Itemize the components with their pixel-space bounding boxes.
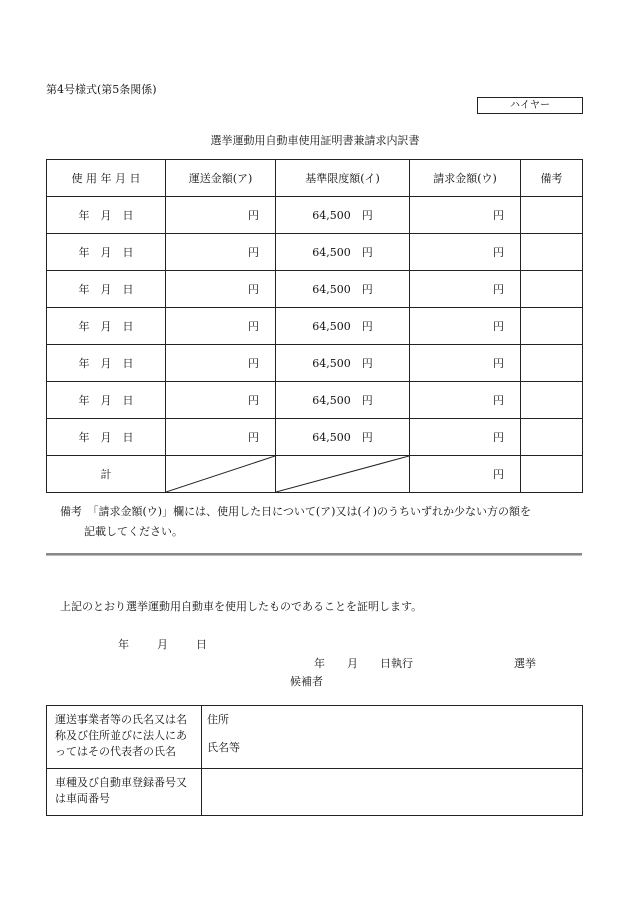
cell-fare[interactable]: 円 bbox=[166, 382, 276, 419]
certification-date[interactable] bbox=[118, 636, 235, 652]
cell-fare[interactable]: 円 bbox=[166, 345, 276, 382]
cell-date[interactable]: 年 月 日 bbox=[47, 234, 166, 271]
date-day: 日 bbox=[196, 638, 207, 651]
operator-label: 運送事業者等の氏名又は名称及び住所並びに法人にあってはその代表者の氏名 bbox=[47, 706, 202, 769]
fare-total-struck-cell bbox=[166, 456, 276, 493]
exec-year: 年 bbox=[314, 657, 325, 670]
col-header-claim: 請求金額(ウ) bbox=[410, 160, 521, 197]
claim-total-cell[interactable]: 円 bbox=[410, 456, 521, 493]
cell-date[interactable]: 年 月 日 bbox=[47, 345, 166, 382]
exec-month: 月 bbox=[347, 657, 358, 670]
col-header-limit: 基準限度額(イ) bbox=[276, 160, 410, 197]
table-row bbox=[47, 271, 583, 308]
col-header-fare: 運送金額(ア) bbox=[166, 160, 276, 197]
cell-fare[interactable]: 円 bbox=[166, 197, 276, 234]
cell-remarks[interactable] bbox=[521, 456, 583, 493]
cell-remarks[interactable] bbox=[521, 271, 583, 308]
cell-limit: 64,500 円 bbox=[276, 382, 410, 419]
cell-fare[interactable]: 円 bbox=[166, 271, 276, 308]
cell-date[interactable]: 年 月 日 bbox=[47, 197, 166, 234]
cell-remarks[interactable] bbox=[521, 419, 583, 456]
cell-claim[interactable]: 円 bbox=[410, 419, 521, 456]
diagonal-line bbox=[166, 456, 275, 492]
cell-remarks[interactable] bbox=[521, 382, 583, 419]
cell-limit: 64,500 円 bbox=[276, 345, 410, 382]
form-number: 第4号様式(第5条関係) bbox=[46, 83, 157, 96]
table-row bbox=[47, 234, 583, 271]
table-row bbox=[47, 345, 583, 382]
cell-claim[interactable]: 円 bbox=[410, 271, 521, 308]
cell-claim[interactable]: 円 bbox=[410, 345, 521, 382]
election-label: 選挙 bbox=[514, 657, 536, 670]
table-row bbox=[47, 308, 583, 345]
candidate-label: 候補者 bbox=[290, 675, 323, 688]
vehicle-label: 車種及び自動車登録番号又は車両番号 bbox=[47, 769, 202, 816]
cell-limit: 64,500 円 bbox=[276, 234, 410, 271]
cell-claim[interactable]: 円 bbox=[410, 234, 521, 271]
cell-claim[interactable]: 円 bbox=[410, 308, 521, 345]
vehicle-field[interactable] bbox=[202, 769, 583, 816]
exec-day: 日執行 bbox=[380, 657, 413, 670]
certification-statement: 上記のとおり選挙運動用自動車を使用したものであることを証明します。 bbox=[60, 600, 423, 613]
cell-date[interactable]: 年 月 日 bbox=[47, 308, 166, 345]
usage-table bbox=[46, 159, 583, 493]
operator-table bbox=[46, 705, 583, 816]
col-header-date: 使 用 年 月 日 bbox=[47, 160, 166, 197]
cell-limit: 64,500 円 bbox=[276, 308, 410, 345]
document-title: 選挙運動用自動車使用証明書兼請求内訳書 bbox=[210, 134, 420, 147]
vehicle-row bbox=[47, 769, 583, 816]
operator-field[interactable] bbox=[202, 706, 583, 769]
cell-date[interactable]: 年 月 日 bbox=[47, 271, 166, 308]
cell-fare[interactable]: 円 bbox=[166, 234, 276, 271]
cell-limit: 64,500 円 bbox=[276, 271, 410, 308]
cell-date[interactable]: 年 月 日 bbox=[47, 382, 166, 419]
cell-remarks[interactable] bbox=[521, 345, 583, 382]
cell-limit: 64,500 円 bbox=[276, 419, 410, 456]
table-row bbox=[47, 419, 583, 456]
cell-date[interactable]: 年 月 日 bbox=[47, 419, 166, 456]
cell-claim[interactable]: 円 bbox=[410, 197, 521, 234]
remarks-note bbox=[60, 502, 600, 542]
cell-limit: 64,500 円 bbox=[276, 197, 410, 234]
cell-claim[interactable]: 円 bbox=[410, 382, 521, 419]
diagonal-line bbox=[276, 456, 409, 492]
total-row bbox=[47, 456, 583, 493]
table-row bbox=[47, 197, 583, 234]
cell-fare[interactable]: 円 bbox=[166, 308, 276, 345]
cell-fare[interactable]: 円 bbox=[166, 419, 276, 456]
cell-remarks[interactable] bbox=[521, 197, 583, 234]
limit-total-struck-cell bbox=[276, 456, 410, 493]
date-year: 年 bbox=[118, 638, 129, 651]
note-label: 備考 bbox=[60, 505, 82, 518]
note-text-1: 「請求金額(ウ)」欄には、使用した日について(ア)又は(イ)のうちいずれか少ない方の額を bbox=[93, 505, 532, 518]
col-header-remarks: 備考 bbox=[521, 160, 583, 197]
operator-row bbox=[47, 706, 583, 769]
section-divider bbox=[46, 553, 582, 556]
address-label: 住所 bbox=[207, 713, 229, 726]
table-header-row bbox=[47, 160, 583, 197]
vehicle-type-badge: ハイヤー bbox=[477, 97, 583, 114]
table-row bbox=[47, 382, 583, 419]
note-text-2: 記載してください。 bbox=[84, 525, 183, 538]
total-label: 計 bbox=[47, 456, 166, 493]
date-month: 月 bbox=[157, 638, 168, 651]
name-label: 氏名等 bbox=[207, 741, 240, 754]
cell-remarks[interactable] bbox=[521, 308, 583, 345]
election-execution-date[interactable] bbox=[314, 655, 435, 671]
cell-remarks[interactable] bbox=[521, 234, 583, 271]
